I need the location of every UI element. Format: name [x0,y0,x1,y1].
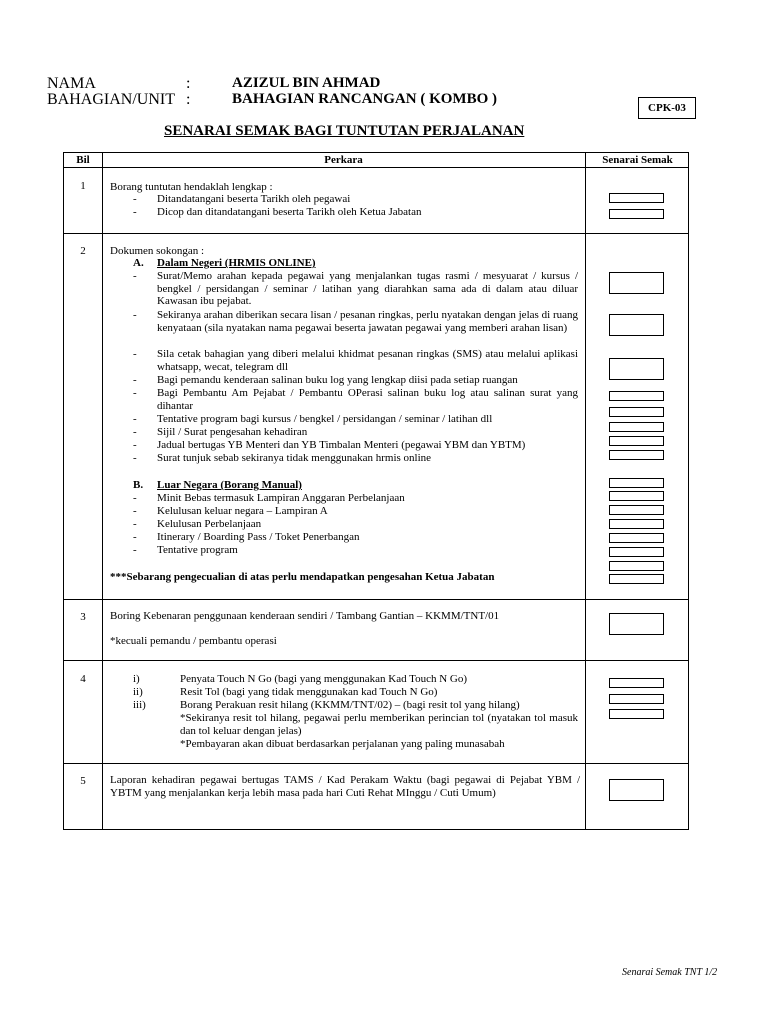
checkbox[interactable] [609,491,664,501]
row-number: 4 [80,673,86,685]
row-divider [64,660,688,661]
list-item: Penyata Touch N Go (bagi yang menggunakan Kad Touch N Go) [180,673,468,685]
list-marker: i) [133,673,140,685]
section-marker: B. [133,479,144,491]
row-text: Laporan kehadiran pegawai bertugas TAMS / Kad Perakam Waktu (bagi pegawai di Pejabat YBM / YBTM yang menjalankan kerja lebih masa pada hari Cuti Rehat MInggu / Cuti Umum) [110,774,580,799]
row-number: 5 [80,775,86,787]
section-title: Dalam Negeri (HRMIS ONLINE) [157,257,316,269]
checkbox[interactable] [609,209,664,219]
row-divider [64,233,688,234]
list-item: Sijil / Surat pengesahan kehadiran [157,426,308,438]
row-number: 3 [80,611,86,623]
checkbox[interactable] [609,358,664,380]
checkbox[interactable] [609,450,664,460]
checkbox[interactable] [609,574,664,584]
list-item: Kelulusan keluar negara – Lampiran A [157,505,328,517]
document-title: SENARAI SEMAK BAGI TUNTUTAN PERJALANAN [164,123,525,139]
row-note: *Pembayaran akan dibuat berdasarkan perjalanan yang paling munasabah [180,738,505,750]
checkbox[interactable] [609,694,664,704]
checklist-table [63,152,689,830]
bullet-dash: - [133,348,137,360]
checkbox[interactable] [609,709,664,719]
bullet-dash: - [133,206,137,218]
list-marker: ii) [133,686,143,698]
page-footer: Senarai Semak TNT 1/2 [622,967,718,978]
bullet-dash: - [133,518,137,530]
checkbox[interactable] [609,613,664,635]
bullet-dash: - [133,309,137,321]
row-divider [64,599,688,600]
section-marker: A. [133,257,144,269]
unit-value: BAHAGIAN RANCANGAN ( KOMBO ) [232,91,497,107]
row-number: 1 [80,180,86,192]
list-item: Minit Bebas termasuk Lampiran Anggaran Perbelanjaan [157,492,405,504]
row-divider [64,763,688,764]
list-item: Resit Tol (bagi yang tidak menggunakan kad Touch N Go) [180,686,438,698]
bullet-dash: - [133,531,137,543]
column-header-perkara: Perkara [324,154,363,166]
list-item: Itinerary / Boarding Pass / Toket Penerbangan [157,531,360,543]
form-code-box: CPK-03 [638,97,696,119]
list-item: Borang Perakuan resit hilang (KKMM/TNT/02) – (bagi resit tol yang hilang) [180,699,520,711]
row-note: *kecuali pemandu / pembantu operasi [110,635,277,647]
checkbox[interactable] [609,314,664,336]
bullet-dash: - [133,452,137,464]
checkbox[interactable] [609,533,664,543]
column-divider [585,153,586,829]
list-item: Tentative program bagi kursus / bengkel / persidangan / seminar / latihan dll [157,413,493,425]
list-item: Ditandatangani beserta Tarikh oleh pegawai [157,193,351,205]
bullet-dash: - [133,387,137,399]
bullet-dash: - [133,439,137,451]
unit-label: BAHAGIAN/UNIT [47,91,175,108]
list-item: Surat/Memo arahan kepada pegawai yang menjalankan tugas rasmi / mesyuarat / kursus / bengkel / persidangan / seminar / latihan yang diarahkan sama ada di dalam atau diluar Kawasan ibu pejabat. [157,270,578,307]
checkbox[interactable] [609,407,664,417]
nama-separator: : [186,75,191,92]
exception-note: ***Sebarang pengecualian di atas perlu mendapatkan pengesahan Ketua Jabatan [110,571,495,583]
row-intro: Borang tuntutan hendaklah lengkap : [110,181,273,193]
row-note: *Sekiranya resit tol hilang, pegawai perlu memberikan perincian tol (nyatakan tol masuk dan tol keluar dengan jelas) [180,712,578,737]
list-item: Bagi Pembantu Am Pejabat / Pembantu OPerasi salinan buku log atau salinan surat yang dihantar [157,387,578,412]
bullet-dash: - [133,426,137,438]
bullet-dash: - [133,374,137,386]
list-item: Jadual bertugas YB Menteri dan YB Timbalan Menteri (pegawai YBM dan YBTM) [157,439,526,451]
row-intro: Dokumen sokongan : [110,245,205,257]
nama-label: NAMA [47,75,96,92]
checkbox[interactable] [609,272,664,294]
column-divider [102,153,103,829]
checkbox[interactable] [609,391,664,401]
column-header-bil: Bil [76,154,90,166]
list-item: Sekiranya arahan diberikan secara lisan / pesanan ringkas, perlu nyatakan dengan jelas di ruang kenyataan (sila nyatakan nama pegawai beserta jawatan pegawai yang memberi arahan lisan) [157,309,578,334]
list-item: Sila cetak bahagian yang diberi melalui khidmat pesanan ringkas (SMS) atau melalui aplikasi whatsapp, wecat, telegram dll [157,348,578,373]
checkbox[interactable] [609,422,664,432]
unit-separator: : [186,91,191,108]
checkbox[interactable] [609,436,664,446]
section-title: Luar Negara (Borang Manual) [157,479,302,491]
checkbox[interactable] [609,561,664,571]
row-divider [64,167,688,168]
checkbox[interactable] [609,193,664,203]
bullet-dash: - [133,270,137,282]
list-item: Bagi pemandu kenderaan salinan buku log yang lengkap diisi pada setiap ruangan [157,374,518,386]
list-item: Dicop dan ditandatangani beserta Tarikh oleh Ketua Jabatan [157,206,422,218]
checkbox[interactable] [609,547,664,557]
bullet-dash: - [133,505,137,517]
nama-value: AZIZUL BIN AHMAD [232,75,381,91]
checkbox[interactable] [609,478,664,488]
column-header-senarai-semak: Senarai Semak [602,154,673,166]
checkbox[interactable] [609,519,664,529]
row-text: Boring Kebenaran penggunaan kenderaan sendiri / Tambang Gantian – KKMM/TNT/01 [110,610,500,622]
list-item: Surat tunjuk sebab sekiranya tidak menggunakan hrmis online [157,452,432,464]
bullet-dash: - [133,544,137,556]
row-number: 2 [80,245,86,257]
checkbox[interactable] [609,779,664,801]
list-marker: iii) [133,699,146,711]
list-item: Tentative program [157,544,238,556]
bullet-dash: - [133,492,137,504]
checkbox[interactable] [609,505,664,515]
checkbox[interactable] [609,678,664,688]
bullet-dash: - [133,413,137,425]
bullet-dash: - [133,193,137,205]
list-item: Kelulusan Perbelanjaan [157,518,262,530]
